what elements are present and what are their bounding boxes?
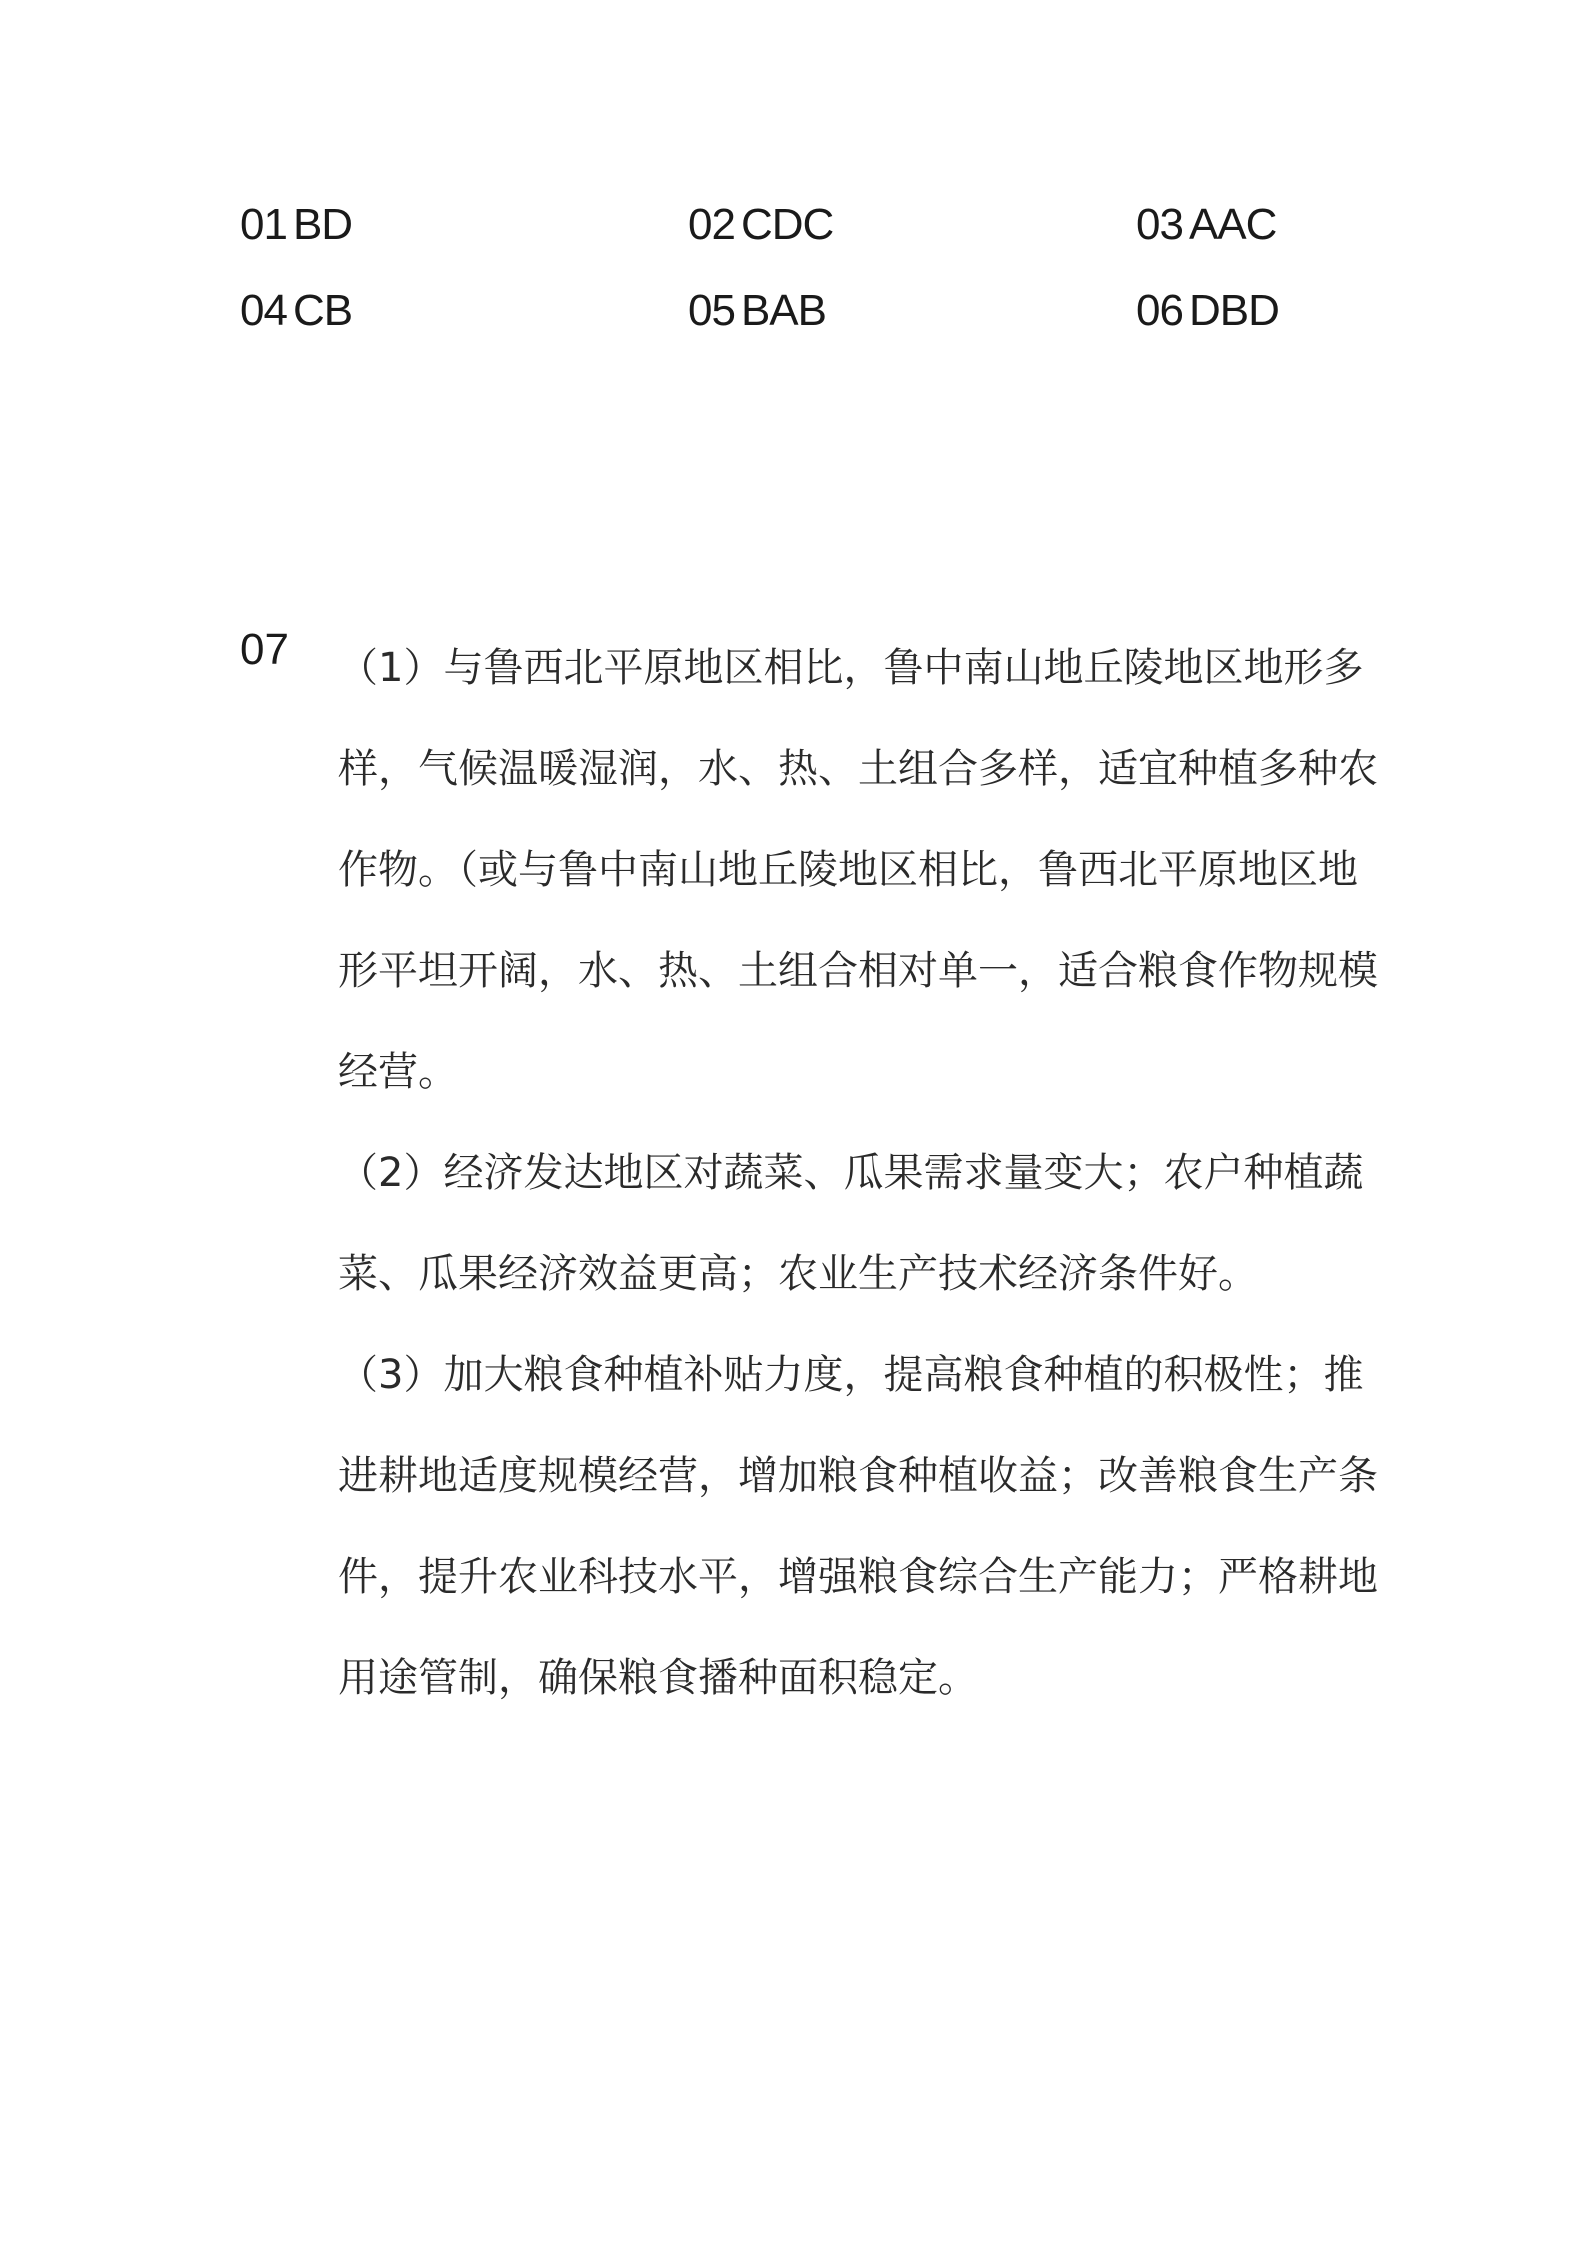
answer-item [688,286,1136,336]
answer-item [1136,286,1360,336]
question-number: 07 [240,625,289,674]
answer-number: 01 [240,200,287,249]
answer-value: DBD [1188,286,1279,335]
answer-item [240,286,688,336]
question-answer-body [338,618,1378,1729]
answer-value: BAB [740,286,826,335]
answer-value: AAC [1188,200,1277,249]
answer-number: 02 [688,200,735,249]
answer-number: 04 [240,286,287,335]
answer-part-2: （2）经济发达地区对蔬菜、瓜果需求量变大；农户种植蔬菜、瓜果经济效益更高；农业生产技术经济条件好。 [338,1150,1364,1297]
answer-number: 05 [688,286,735,335]
answer-value: BD [292,200,353,249]
answer-value: CDC [740,200,834,249]
answer-item [688,200,1136,250]
answer-part-3: （3）加大粮食种植补贴力度，提高粮食种植的积极性；推进耕地适度规模经营，增加粮食种植收益；改善粮食生产条件，提升农业科技水平，增强粮食综合生产能力；严格耕地用途管制，确保粮食播种面积稳定。 [338,1352,1378,1701]
answer-item [1136,200,1360,250]
answer-number: 06 [1136,286,1183,335]
answer-part-1: （1）与鲁西北平原地区相比，鲁中南山地丘陵地区地形多样，气候温暖湿润，水、热、土组合多样，适宜种植多种农作物。（或与鲁中南山地丘陵地区相比，鲁西北平原地区地形平坦开阔，水、热、土组合相对单一，适合粮食作物规模经营。 [338,645,1378,1095]
multiple-choice-answers [240,200,1360,336]
answer-item [240,200,688,250]
answer-value: CB [292,286,353,335]
answer-number: 03 [1136,200,1183,249]
